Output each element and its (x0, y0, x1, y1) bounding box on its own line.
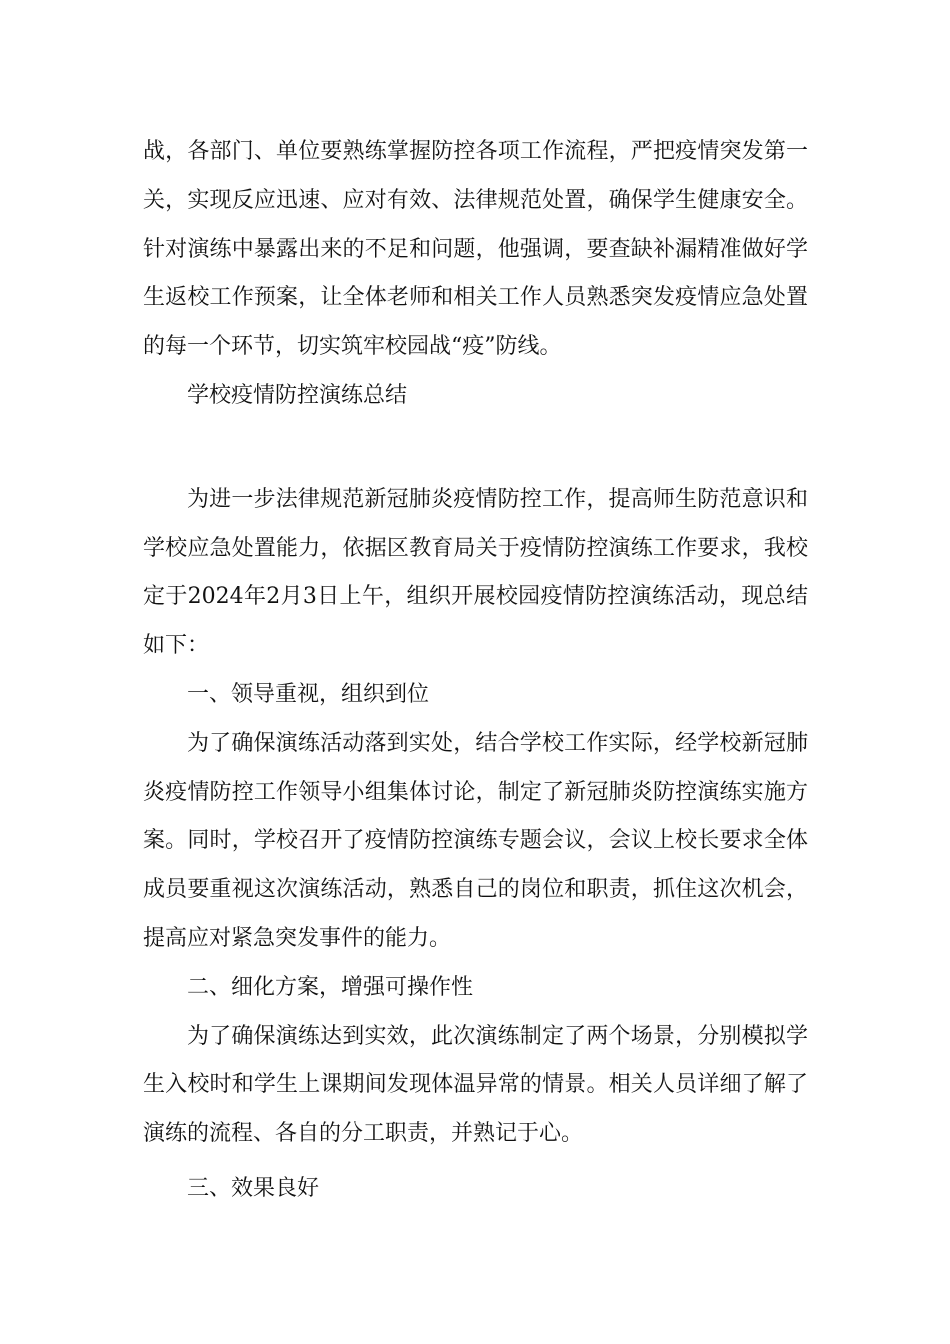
section-heading-1: 一、领导重视，组织到位 (187, 681, 430, 707)
section-heading-2: 二、细化方案，增强可操作性 (187, 974, 474, 1000)
paragraph-continuation: 战，各部门、单位要熟练掌握防控各项工作流程，严把疫情突发第一关，实现反应迅速、应对有效、法律规范处置，确保学生健康安全。针对演练中暴露出来的不足和问题，他强调，要查缺补漏精准做好学生返校工作预案，让全体老师和相关工作人员熟悉突发疫情应急处置的每一个环节，切实筑牢校园战“疫”防线。 (143, 139, 808, 360)
section-heading-3: 三、效果良好 (187, 1175, 320, 1201)
document-title: 学校疫情防控演练总结 (187, 382, 408, 408)
blank-line (143, 421, 808, 476)
document-body (143, 128, 808, 1214)
paragraph-section-2: 为了确保演练达到实效，此次演练制定了两个场景，分别模拟学生入校时和学生上课期间发现体温异常的情景。相关人员详细了解了演练的流程、各自的分工职责，并熟记于心。 (143, 1023, 808, 1147)
paragraph-intro: 为进一步法律规范新冠肺炎疫情防控工作，提高师生防范意识和学校应急处置能力，依据区教育局关于疫情防控演练工作要求，我校定于2024年2月3日上午，组织开展校园疫情防控演练活动，现总结如下： (143, 486, 808, 659)
paragraph-section-1: 为了确保演练活动落到实处，结合学校工作实际，经学校新冠肺炎疫情防控工作领导小组集体讨论，制定了新冠肺炎防控演练实施方案。同时，学校召开了疫情防控演练专题会议，会议上校长要求全体成员要重视这次演练活动，熟悉自己的岗位和职责，抓住这次机会，提高应对紧急突发事件的能力。 (143, 730, 808, 951)
